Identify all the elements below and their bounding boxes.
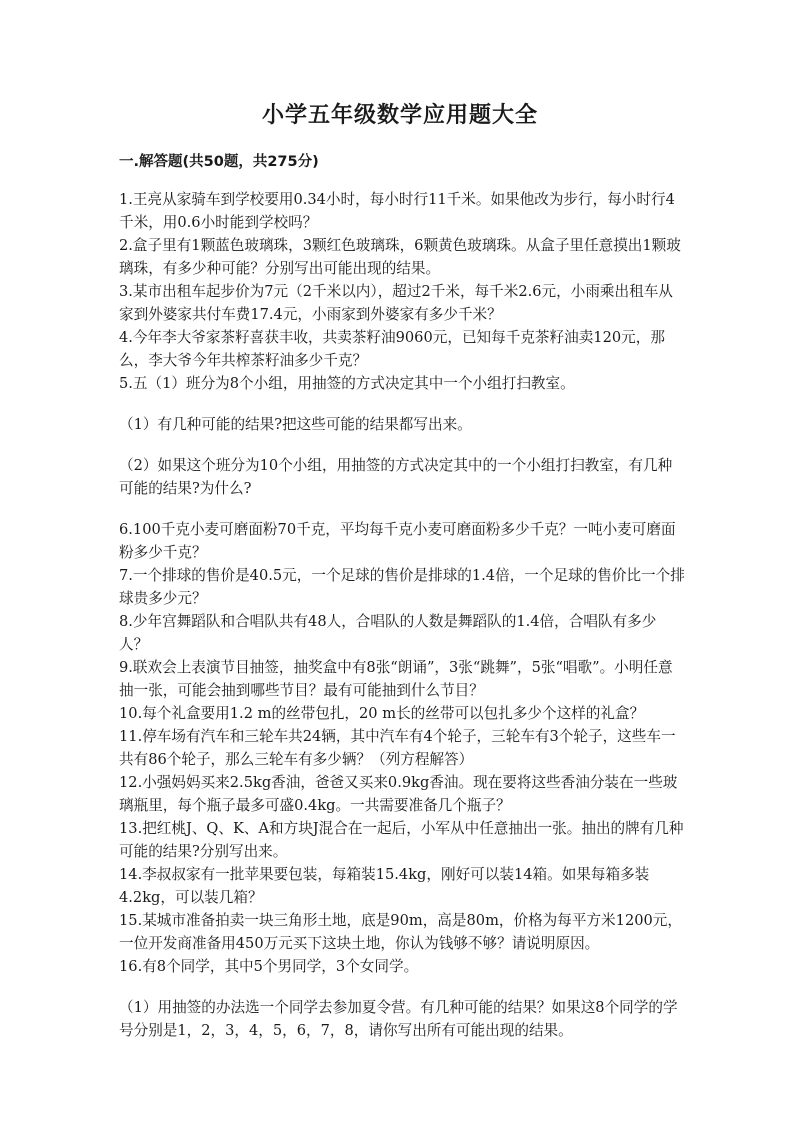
question-5: 5.五（1）班分为8个小组，用抽签的方式决定其中一个小组打扫教室。 <box>119 375 575 392</box>
question-16: 16.有8个同学，其中5个男同学，3个女同学。 <box>119 958 419 975</box>
question-5-sub-1: （1）有几种可能的结果?把这些可能的结果都写出来。 <box>119 416 472 433</box>
question-6: 6.100千克小麦可磨面粉70千克，平均每千克小麦可磨面粉多少千克？一吨小麦可磨面粉多少千克？ <box>119 521 676 561</box>
question-3: 3.某市出租车起步价为7元（2千米以内），超过2千米，每千米2.6元，小雨乘出租车从家到外婆家共付车费17.4元，小雨家到外婆家有多少千米？ <box>119 283 673 323</box>
question-15: 15.某城市准备拍卖一块三角形土地，底是90m，高是80m，价格为每平方米1200元，一位开发商准备用450万元买下这块土地，你认为钱够不够？请说明原因。 <box>119 912 682 952</box>
question-10: 10.每个礼盒要用1.2 m的丝带包扎，20 m长的丝带可以包扎多少个这样的礼盒？ <box>119 705 645 722</box>
question-12: 12.小强妈妈买来2.5kg香油，爸爸又买来0.9kg香油。现在要将这些香油分装在一些玻璃瓶里，每个瓶子最多可盛0.4kg。一共需要准备几个瓶子？ <box>119 774 678 814</box>
question-list <box>119 188 685 1042</box>
section-heading: 一.解答题(共50题，共275分) <box>119 154 319 170</box>
question-4: 4.今年李大爷家茶籽喜获丰收，共卖茶籽油9060元，已知每千克茶籽油卖120元，那么，李大爷今年共榨茶籽油多少千克？ <box>119 329 665 369</box>
question-1: 1.王亮从家骑车到学校要用0.34小时，每小时行11千米。如果他改为步行，每小时行4千米，用0.6小时能到学校吗？ <box>119 191 675 231</box>
question-14: 14.李叔叔家有一批苹果要包装，每箱装15.4kg，刚好可以装14箱。如果每箱多装4.2kg，可以装几箱？ <box>119 866 650 906</box>
question-8: 8.少年宫舞蹈队和合唱队共有48人，合唱队的人数是舞蹈队的1.4倍，合唱队有多少人？ <box>119 613 657 653</box>
question-9: 9.联欢会上表演节目抽签，抽奖盒中有8张“朗诵”，3张“跳舞”，5张“唱歌”。小明任意抽一张，可能会抽到哪些节目？最有可能抽到什么节目？ <box>119 659 673 699</box>
question-16-sub-1: （1）用抽签的办法选一个同学去参加夏令营。有几种可能的结果？如果这8个同学的学号分别是1，2，3，4，5，6，7，8，请你写出所有可能出现的结果。 <box>119 999 678 1039</box>
question-7: 7.一个排球的售价是40.5元，一个足球的售价是排球的1.4倍，一个足球的售价比一个排球贵多少元？ <box>119 567 685 607</box>
question-11: 11.停车场有汽车和三轮车共24辆，其中汽车有4个轮子，三轮车有3个轮子，这些车一共有86个轮子，那么三轮车有多少辆？（列方程解答） <box>119 728 676 768</box>
question-5-sub-2: （2）如果这个班分为10个小组，用抽签的方式决定其中的一个小组打扫教室，有几种可能的结果?为什么? <box>119 457 673 497</box>
page-title: 小学五年级数学应用题大全 <box>261 103 538 128</box>
question-13: 13.把红桃J、Q、K、A和方块J混合在一起后，小军从中任意抽出一张。抽出的牌有几种可能的结果?分别写出来。 <box>119 820 684 860</box>
question-2: 2.盒子里有1颗蓝色玻璃珠，3颗红色玻璃珠，6颗黄色玻璃珠。从盒子里任意摸出1颗玻璃珠，有多少种可能？分别写出可能出现的结果。 <box>119 237 681 277</box>
